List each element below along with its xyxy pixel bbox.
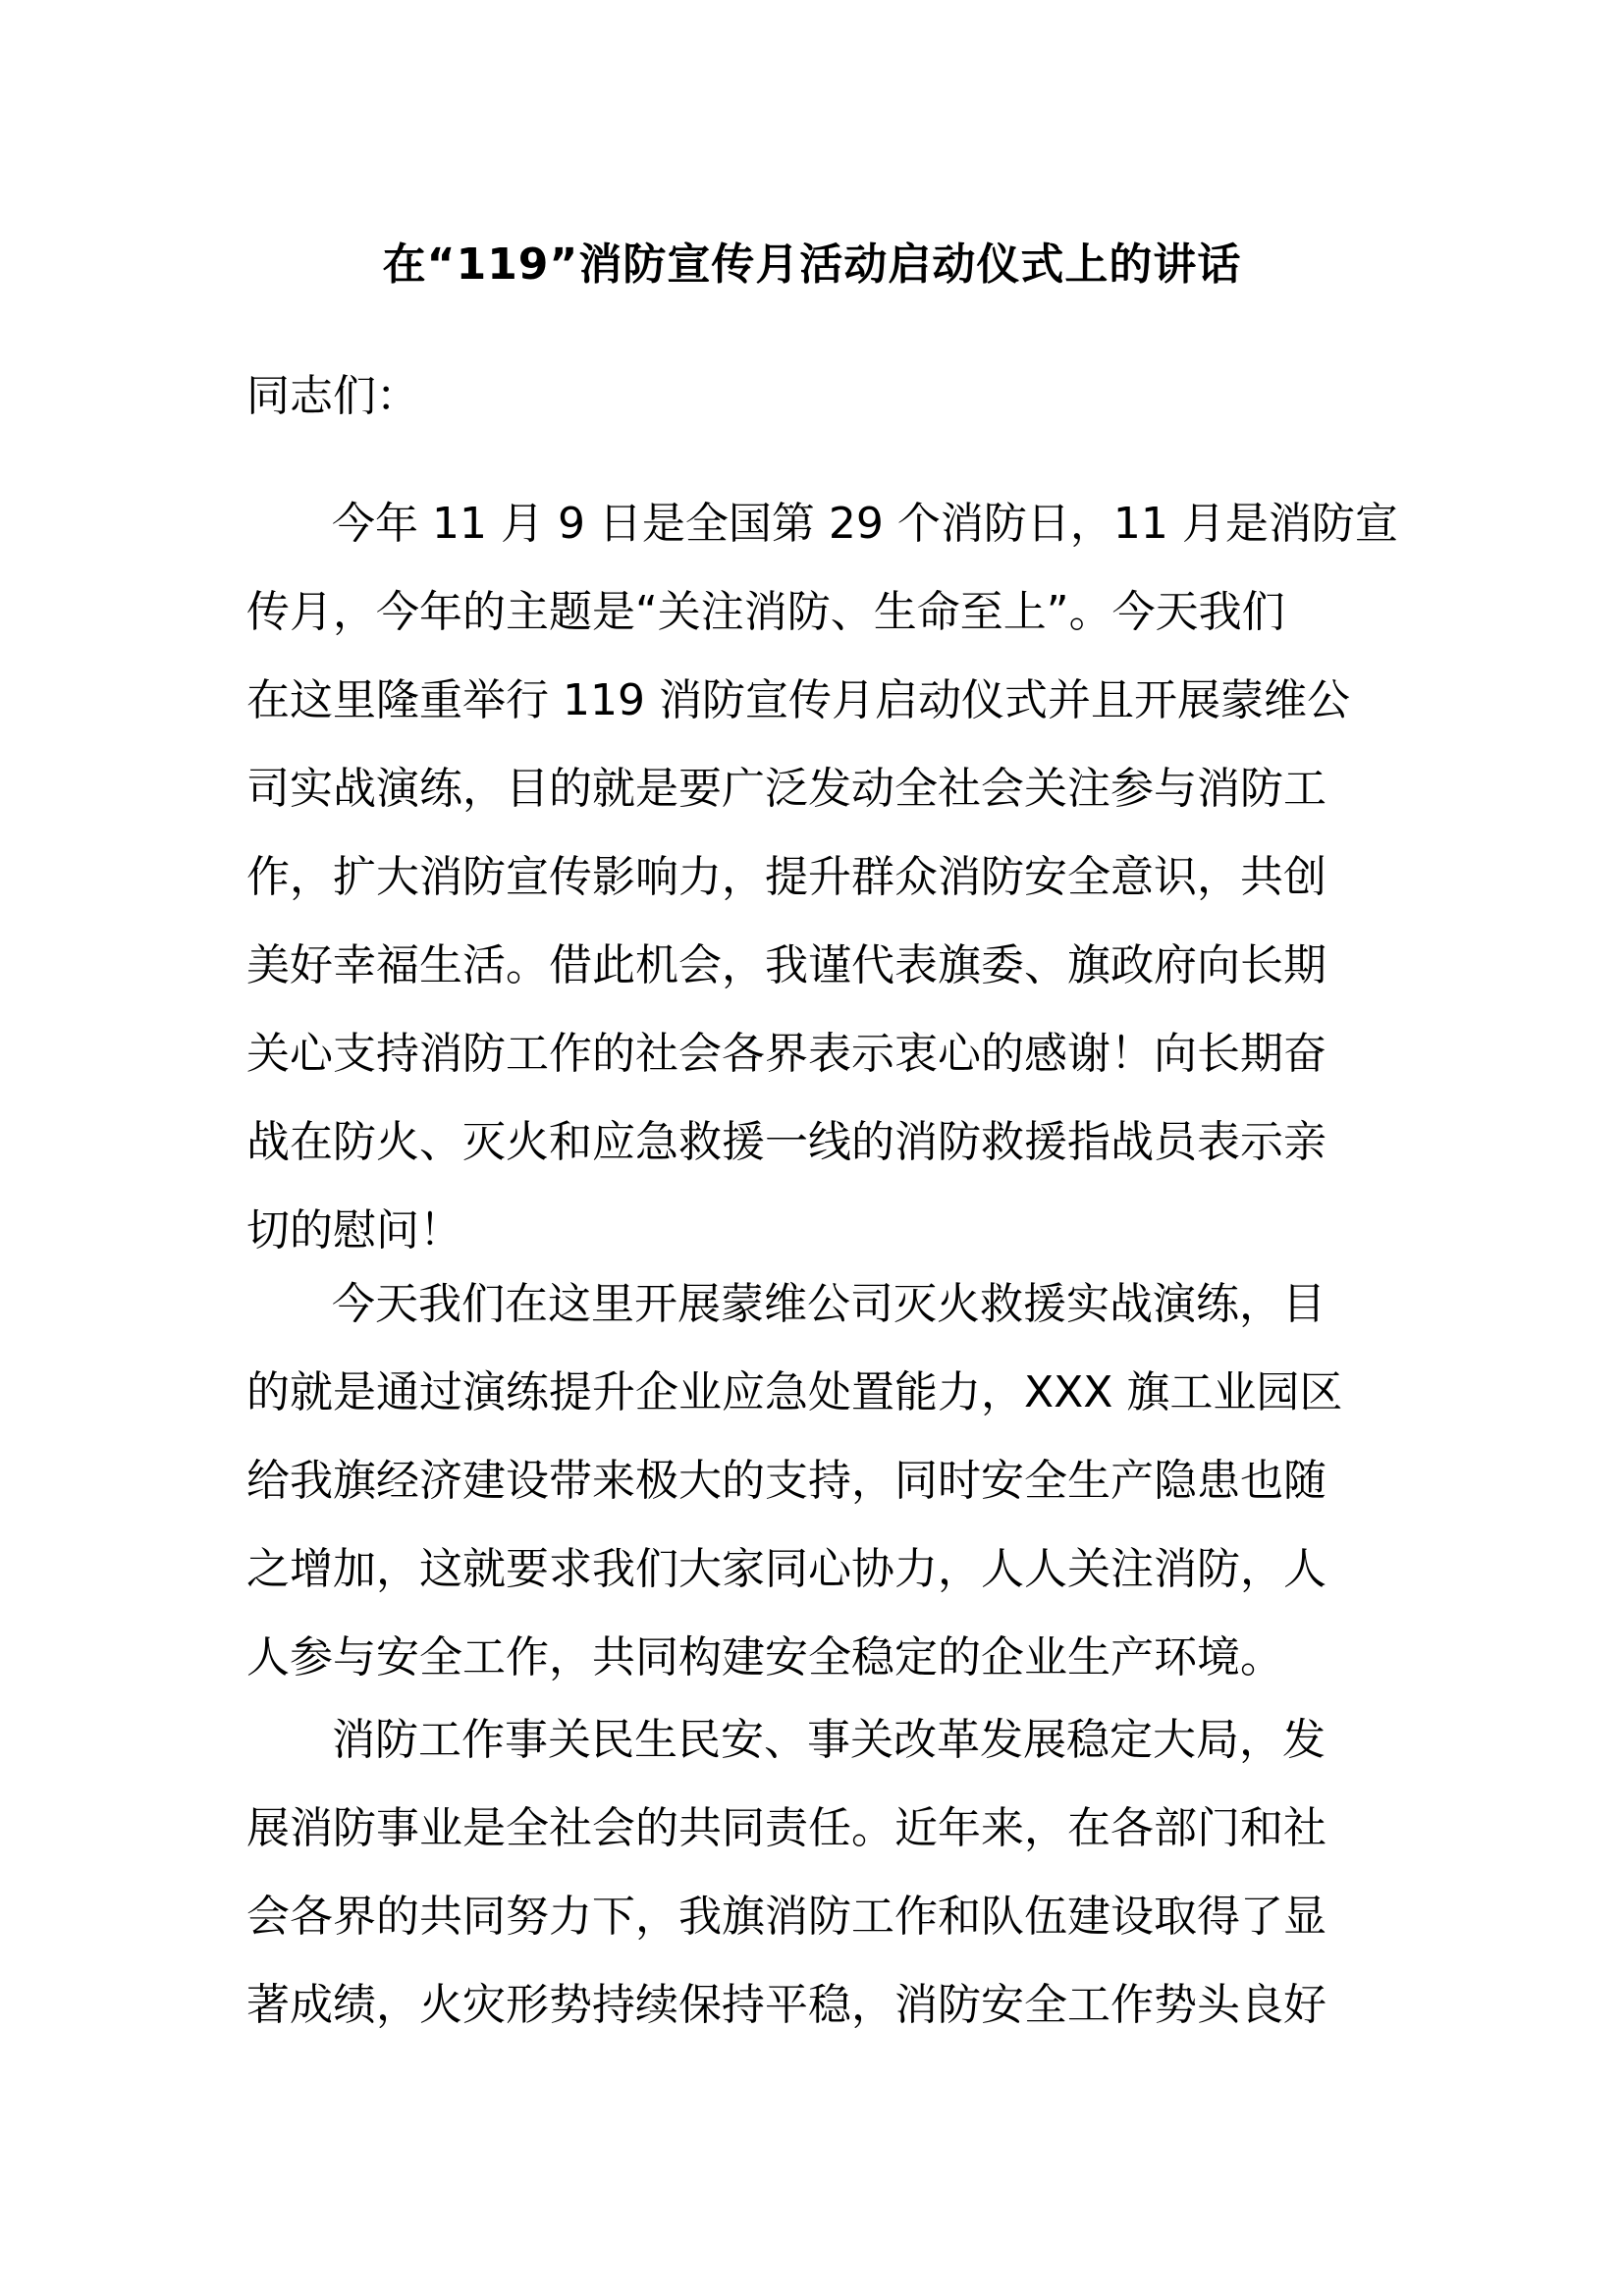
paragraph-line: 展消防事业是全社会的共同责任。近年来，在各部门和社	[246, 1803, 1326, 1853]
paragraph-line: 关心支持消防工作的社会各界表示衷心的感谢！向长期奋	[246, 1029, 1326, 1079]
paragraph-line: 的就是通过演练提升企业应急处置能力，XXX 旗工业园区	[246, 1367, 1343, 1417]
paragraph-line: 战在防火、灭火和应急救援一线的消防救援指战员表示亲	[246, 1117, 1326, 1167]
paragraph-line: 司实战演练，目的就是要广泛发动全社会关注参与消防工	[246, 764, 1326, 814]
paragraph-line: 今天我们在这里开展蒙维公司灭火救援实战演练，目	[332, 1279, 1326, 1329]
paragraph-3	[246, 1696, 1326, 2050]
salutation	[246, 352, 419, 441]
paragraph-line: 给我旗经济建设带来极大的支持，同时安全生产隐患也随	[246, 1456, 1326, 1506]
paragraph-1	[246, 480, 1398, 1275]
paragraph-line: 在这里隆重举行 119 消防宣传月启动仪式并且开展蒙维公	[246, 675, 1350, 725]
paragraph-2	[246, 1260, 1342, 1702]
paragraph-line: 消防工作事关民生民安、事关改革发展稳定大局，发	[332, 1715, 1326, 1765]
paragraph-line: 今年 11 月 9 日是全国第 29 个消防日，11 月是消防宣	[332, 499, 1398, 549]
paragraph-line: 之增加，这就要求我们大家同心协力，人人关注消防，人	[246, 1544, 1326, 1594]
paragraph-line: 美好幸福生活。借此机会，我谨代表旗委、旗政府向长期	[246, 940, 1326, 990]
paragraph-line: 人参与安全工作，共同构建安全稳定的企业生产环境。	[246, 1632, 1283, 1682]
paragraph-line: 切的慰问！	[246, 1205, 462, 1255]
paragraph-line: 会各界的共同努力下，我旗消防工作和队伍建设取得了显	[246, 1892, 1326, 1942]
salutation-line: 同志们：	[246, 371, 419, 421]
paragraph-line: 传月，今年的主题是“关注消防、生命至上”。今天我们	[246, 587, 1285, 637]
paragraph-line: 作，扩大消防宣传影响力，提升群众消防安全意识，共创	[246, 852, 1326, 902]
document-title: 在“119”消防宣传月活动启动仪式上的讲话	[382, 240, 1242, 290]
paragraph-line: 著成绩，火灾形势持续保持平稳，消防安全工作势头良好	[246, 1980, 1326, 2030]
